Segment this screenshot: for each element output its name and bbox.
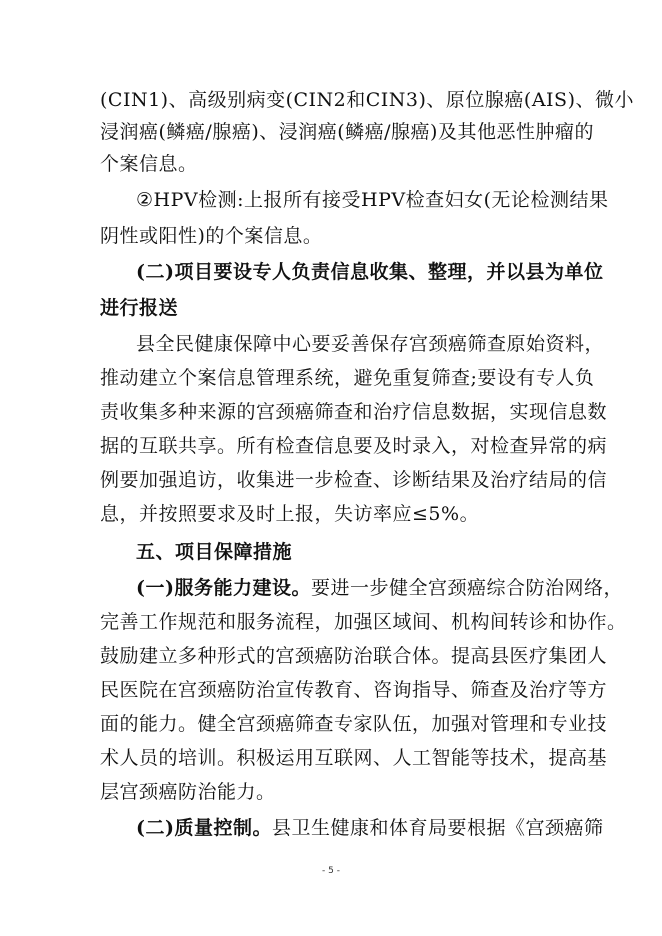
text-line: 面的能力。健全宫颈癌筛查专家队伍，加强对管理和专业技 [100,713,608,735]
bold-lead: (二)质量控制。 [136,817,272,839]
text-line: 鼓励建立多种形式的宫颈癌防治联合体。提高县医疗集团人 [100,645,608,667]
text-line: 推动建立个案信息管理系统，避免重复筛查;要设有专人负 [100,367,595,389]
section-heading: 进行报送 [100,297,179,319]
text-line: 个案信息。 [100,153,198,175]
text-line: 浸润癌(鳞癌/腺癌)、浸润癌(鳞癌/腺癌)及其他恶性肿瘤的 [100,121,594,143]
page-number: - 5 - [322,866,340,876]
text-line: 责收集多种来源的宫颈癌筛查和治疗信息数据，实现信息数 [100,401,608,423]
text-line: (CIN1)、高级别病变(CIN2和CIN3)、原位腺癌(AIS)、微小 [100,89,634,111]
text-line: 层宫颈癌防治能力。 [100,781,276,803]
text-line: 术人员的培训。积极运用互联网、人工智能等技术，提高基 [100,747,608,769]
text-line: 阴性或阳性)的个案信息。 [100,225,323,247]
text-line: 例要加强追访，收集进一步检查、诊断结果及治疗结局的信 [100,469,608,491]
text-line: 息，并按照要求及时上报，失访率应≤5%。 [100,503,480,525]
text-line: 据的互联共享。所有检查信息要及时录入，对检查异常的病 [100,435,608,457]
text-line: 县全民健康保障中心要妥善保存宫颈癌筛查原始资料， [136,333,605,355]
text-line: ②HPV检测:上报所有接受HPV检查妇女(无论检测结果 [136,189,609,211]
section-heading: (二)项目要设专人负责信息收集、整理，并以县为单位 [136,261,604,283]
chapter-heading: 五、项目保障措施 [136,541,293,563]
text-line: (二)质量控制。县卫生健康和体育局要根据《宫颈癌筛 [136,817,604,839]
text-line: 民医院在宫颈癌防治宣传教育、咨询指导、筛查及治疗等方 [100,679,608,701]
bold-lead: (一)服务能力建设。 [136,577,311,599]
text-line: 完善工作规范和服务流程，加强区域间、机构间转诊和协作。 [100,611,627,633]
text-line: (一)服务能力建设。要进一步健全宫颈癌综合防治网络， [136,577,623,599]
